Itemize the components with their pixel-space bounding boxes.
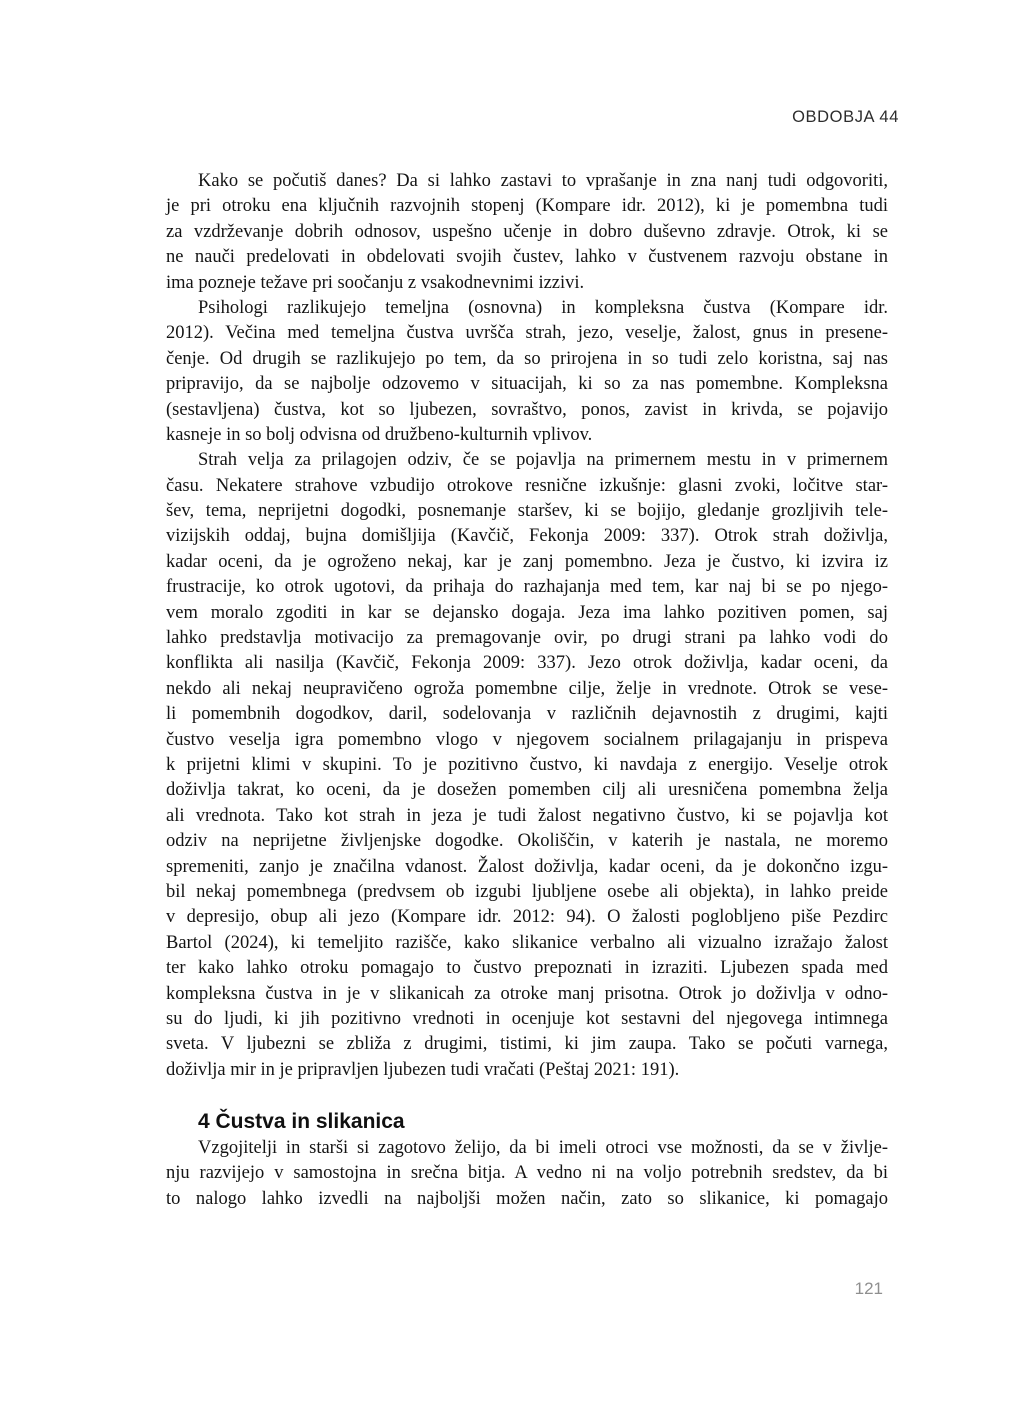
text-line: za vzdrževanje dobrih odnosov, uspešno učenje in dobro duševno zdravje. Otrok, ki se	[166, 221, 888, 242]
text-line: Psihologi razlikujejo temeljna (osnovna) in kompleksna čustva (Kompare idr.	[198, 297, 888, 318]
text-line: vizijskih oddaj, bujna domišljija (Kavčič, Fekonja 2009: 337). Otrok strah doživlja,	[166, 526, 888, 547]
running-head: OBDOBJA 44	[792, 108, 899, 126]
text-line: li pomembnih dogodkov, daril, sodelovanja v različnih dejavnostih z drugimi, kajti	[166, 704, 888, 725]
text-line: času. Nekatere strahove vzbudijo otrokove resnične izkušnje: glasni zvoki, ločitve star-	[166, 475, 888, 496]
article-body	[166, 169, 888, 1212]
paragraph	[166, 296, 888, 448]
text-line: Vzgojitelji in starši si zagotovo želijo, da bi imeli otroci vse možnosti, da se v življe-	[198, 1138, 888, 1159]
text-line: k prijetni klimi v skupini. To je pozitivno čustvo, ki navdaja z energijo. Veselje otrok	[166, 754, 888, 775]
text-line: pripravijo, da se najbolje odzovemo v situacijah, ki so za nas pomembne. Kompleksna	[166, 374, 888, 395]
text-line: odziv na neprijetne življenjske dogodke. Okoliščin, v katerih je nastala, ne moremo	[166, 831, 888, 852]
text-line: sveta. V ljubezni se zbliža z drugimi, tistimi, ki jim zaupa. Tako se počuti varnega,	[166, 1034, 888, 1055]
text-line: čustvo veselja igra pomembno vlogo v njegovem socialnem prilagajanju in prispeva	[166, 729, 888, 750]
text-line: Bartol (2024), ki temeljito razišče, kako slikanice verbalno ali vizualno izražajo žalost	[166, 932, 888, 953]
text-line: doživlja takrat, ko oceni, da je dosežen pomemben cilj ali uresničena pomembna želja	[166, 780, 888, 801]
paragraph	[166, 1136, 888, 1212]
text-line: v depresijo, obup ali jezo (Kompare idr. 2012: 94). O žalosti poglobljeno piše Pezdirc	[166, 907, 888, 928]
text-line: šev, tema, neprijetni dogodki, posnemanje staršev, ki se bojijo, gledanje grozljivih tele-	[166, 501, 888, 522]
text-line: Strah velja za prilagojen odziv, če se pojavlja na primernem mestu in v primernem	[198, 450, 888, 471]
text-line: doživlja mir in je pripravljen ljubezen tudi vračati (Peštaj 2021: 191).	[166, 1059, 680, 1080]
paragraph	[166, 169, 888, 296]
paragraph	[166, 448, 888, 1083]
page-number: 121	[854, 1279, 883, 1298]
text-line: 2012). Večina med temeljna čustva uvršča strah, jezo, veselje, žalost, gnus in presene-	[166, 323, 888, 344]
text-line: bil nekaj pomembnega (predvsem ob izgubi ljubljene osebe ali objekta), in lahko preide	[166, 881, 888, 902]
text-line: ne nauči predelovati in obdelovati svojih čustev, lahko v čustvenem razvoju obstane in	[166, 247, 888, 268]
text-line: ali vrednota. Tako kot strah in jeza je tudi žalost negativno čustvo, ki se pojavlja kot	[166, 805, 888, 826]
text-line: Kako se počutiš danes? Da si lahko zastavi to vprašanje in zna nanj tudi odgovoriti,	[198, 171, 888, 191]
text-line: ima pozneje težave pri soočanju z vsakodnevnimi izzivi.	[166, 272, 585, 293]
text-line: vem moralo zgoditi in kar se dejansko dogaja. Jeza ima lahko pozitiven pomen, saj	[166, 602, 888, 623]
text-line: lahko predstavlja motivacijo za premagovanje ovir, po drugi strani pa lahko vodi do	[166, 628, 888, 649]
text-line: kompleksna čustva in je v slikanicah za otroke manj prisotna. Otrok jo doživlja v odno-	[166, 983, 888, 1004]
text-line: ter kako lahko otroku pomagajo to čustvo prepoznati in izraziti. Ljubezen spada med	[166, 958, 888, 979]
text-line: nju razvijejo v samostojna in srečna bitja. A vedno ni na voljo potrebnih sredstev, da bi	[166, 1163, 888, 1184]
text-line: spremeniti, zanjo je značilna vdanost. Žalost doživlja, kadar oceni, da je dokončno izgu-	[166, 856, 888, 877]
text-line: je pri otroku ena ključnih razvojnih stopenj (Kompare idr. 2012), ki je pomembna tudi	[166, 196, 888, 217]
text-line: frustracije, ko otrok ugotovi, da prihaja do razhajanja med tem, kar naj bi se po njego-	[166, 577, 888, 598]
text-line: čenje. Od drugih se razlikujejo po tem, da so prirojena in so tudi zelo koristna, saj nas	[166, 348, 888, 369]
text-line: kasneje in so bolj odvisna od družbeno-kulturnih vplivov.	[166, 424, 593, 445]
text-line: nekdo ali nekaj neupravičeno ogroža pomembne cilje, želje in vrednote. Otrok se vese-	[166, 678, 888, 699]
text-line: to nalogo lahko izvedli na najboljši možen način, zato so slikanice, ki pomagajo	[166, 1188, 888, 1209]
text-line: kadar oceni, da je ogroženo nekaj, kar je zanj pomembno. Jeza je čustvo, ki izvira iz	[166, 551, 888, 572]
text-line: su do ljudi, ki jih pozitivno vrednoti in ocenjuje kot sestavni del njegovega intimnega	[166, 1008, 888, 1029]
text-line: konflikta ali nasilja (Kavčič, Fekonja 2009: 337). Jezo otrok doživlja, kadar oceni, da	[166, 653, 888, 674]
section-heading: 4 Čustva in slikanica	[198, 1110, 405, 1134]
text-line: (sestavljena) čustva, kot so ljubezen, sovraštvo, ponos, zavist in krivda, se pojavijo	[166, 399, 888, 420]
